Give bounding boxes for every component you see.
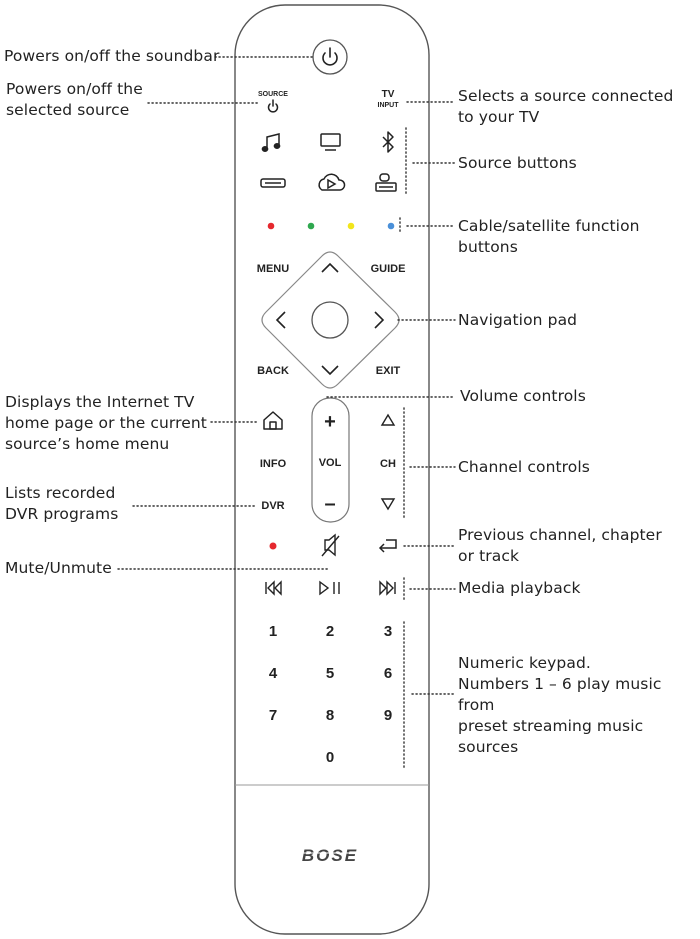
label-channel: Channel controls bbox=[458, 458, 590, 476]
key-5[interactable]: 5 bbox=[325, 665, 335, 682]
red-function-button[interactable] bbox=[268, 223, 275, 230]
exit-button[interactable]: EXIT bbox=[375, 365, 401, 377]
volume-down-button[interactable]: – bbox=[324, 493, 336, 515]
label-home: Displays the Internet TV home page or the current source’s home menu bbox=[5, 393, 207, 453]
label-previous: Previous channel, chapter or track bbox=[458, 526, 662, 565]
label-mute: Mute/Unmute bbox=[5, 559, 112, 577]
label-dvr: Lists recorded DVR programs bbox=[5, 484, 119, 523]
source-button-label: SOURCE bbox=[258, 91, 288, 98]
label-numeric: Numeric keypad. Numbers 1 – 6 play music from preset streaming music sources bbox=[458, 654, 662, 756]
label-nav-pad: Navigation pad bbox=[458, 311, 578, 329]
key-2[interactable]: 2 bbox=[325, 623, 335, 640]
menu-button[interactable]: MENU bbox=[256, 263, 290, 275]
record-button[interactable] bbox=[270, 543, 277, 550]
vol-label: VOL bbox=[318, 457, 342, 469]
label-media: Media playback bbox=[458, 579, 581, 597]
label-source-buttons: Source buttons bbox=[458, 154, 577, 172]
tv-button-label: TV bbox=[381, 89, 395, 100]
ch-label: CH bbox=[380, 458, 396, 470]
input-button-label: INPUT bbox=[377, 102, 399, 109]
key-1[interactable]: 1 bbox=[268, 623, 278, 640]
back-button[interactable]: BACK bbox=[257, 365, 289, 377]
yellow-function-button[interactable] bbox=[348, 223, 355, 230]
nav-ok-button[interactable] bbox=[312, 302, 348, 338]
bose-logo: BOSE bbox=[301, 846, 359, 865]
key-9[interactable]: 9 bbox=[383, 707, 393, 724]
key-0[interactable]: 0 bbox=[325, 749, 335, 766]
key-7[interactable]: 7 bbox=[268, 707, 278, 724]
label-volume: Volume controls bbox=[460, 387, 586, 405]
label-tv-input: Selects a source connected to your TV bbox=[458, 87, 674, 126]
key-3[interactable]: 3 bbox=[383, 623, 393, 640]
label-cable-buttons: Cable/satellite function buttons bbox=[458, 217, 640, 256]
key-6[interactable]: 6 bbox=[383, 665, 393, 682]
guide-button[interactable]: GUIDE bbox=[370, 263, 406, 275]
key-8[interactable]: 8 bbox=[325, 707, 335, 724]
label-source-power: Powers on/off the selected source bbox=[6, 80, 143, 119]
dvr-button[interactable]: DVR bbox=[261, 500, 285, 512]
label-power: Powers on/off the soundbar bbox=[4, 47, 220, 65]
key-4[interactable]: 4 bbox=[268, 665, 278, 682]
info-button[interactable]: INFO bbox=[259, 458, 287, 470]
blue-function-button[interactable] bbox=[388, 223, 395, 230]
volume-up-button[interactable]: + bbox=[324, 411, 336, 433]
green-function-button[interactable] bbox=[308, 223, 315, 230]
power-button[interactable] bbox=[313, 40, 347, 74]
